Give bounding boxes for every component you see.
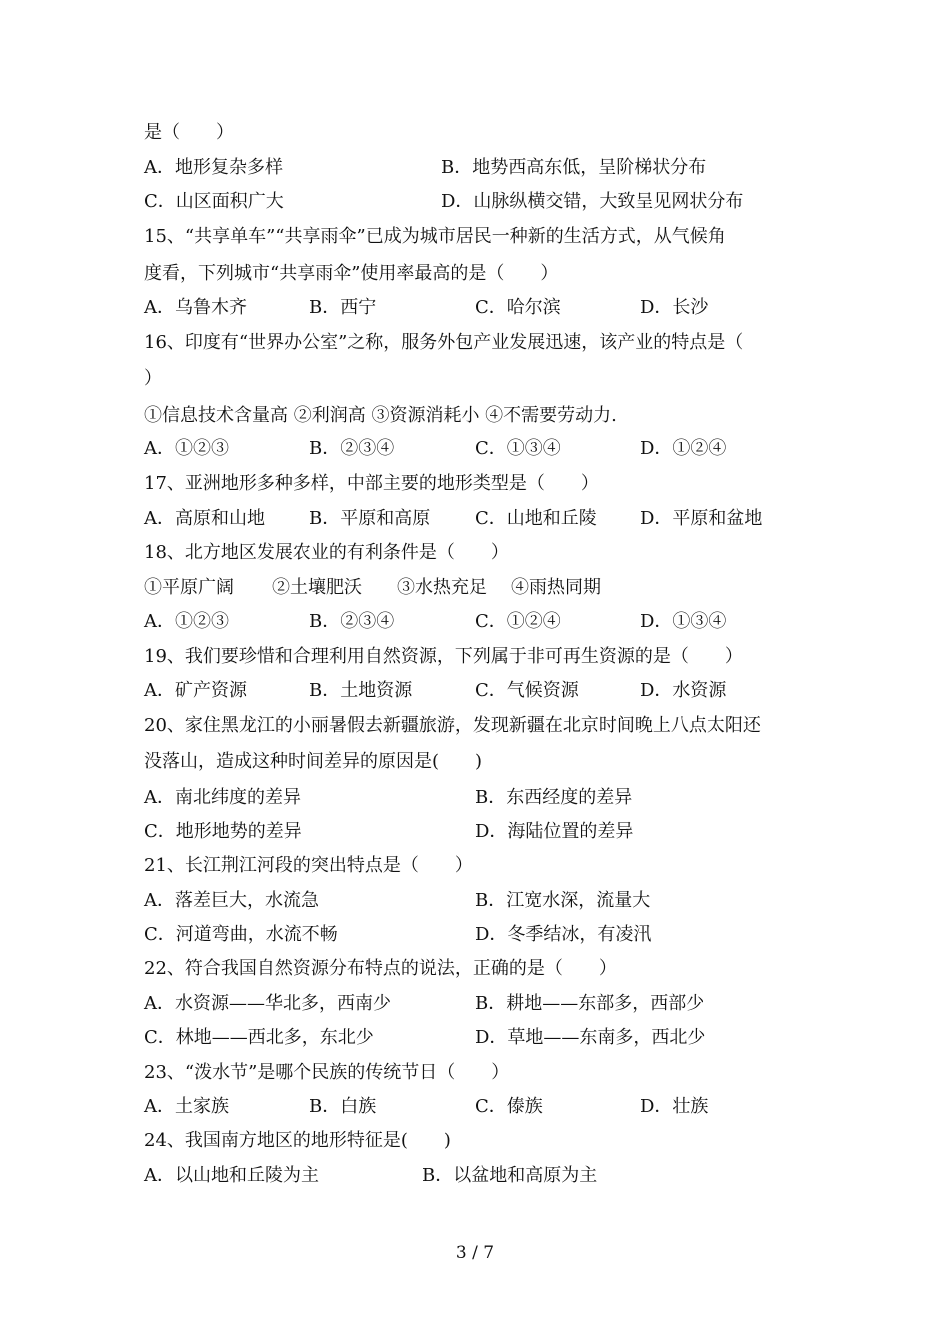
- q20-option-a: A．南北纬度的差异: [144, 787, 301, 808]
- q21-option-d: D．冬季结冰，有凌汛: [475, 924, 652, 945]
- q19-option-b: B．土地资源: [309, 680, 413, 701]
- q23-stem: 23、“泼水节”是哪个民族的传统节日（ ）: [144, 1062, 510, 1083]
- q18-option-b: B．②③④: [309, 611, 395, 632]
- q20-stem-line-2: 没落山，造成这种时间差异的原因是( ): [144, 751, 483, 772]
- q18-stem: 18、北方地区发展农业的有利条件是（ ）: [144, 542, 509, 563]
- q24-option-b: B．以盆地和高原为主: [422, 1165, 598, 1186]
- q23-option-b: B．白族: [309, 1096, 377, 1117]
- q17-option-d: D．平原和盆地: [640, 508, 763, 529]
- q19-option-d: D．水资源: [640, 680, 727, 701]
- q15-stem-line-2: 度看，下列城市“共享雨伞”使用率最高的是（ ）: [144, 263, 559, 284]
- q17-option-a: A．高原和山地: [144, 508, 265, 529]
- q20-option-c: C．地形地势的差异: [144, 821, 302, 842]
- q16-stem-line-2: ）: [144, 368, 162, 389]
- q16-option-d: D．①②④: [640, 438, 727, 459]
- q23-option-c: C．傣族: [475, 1096, 543, 1117]
- q14-stem-tail: 是（ ）: [144, 122, 234, 143]
- q16-option-a: A．①②③: [144, 438, 229, 459]
- q20-option-b: B．东西经度的差异: [475, 787, 633, 808]
- q14-option-d: D．山脉纵横交错，大致呈见网状分布: [441, 191, 744, 212]
- q15-option-d: D．长沙: [640, 297, 709, 318]
- page-number: 3 / 7: [455, 1243, 495, 1263]
- q24-option-a: A．以山地和丘陵为主: [144, 1165, 319, 1186]
- q18-item-4: ④雨热同期: [511, 577, 601, 598]
- q21-option-c: C．河道弯曲，水流不畅: [144, 924, 338, 945]
- q18-item-3: ③水热充足: [397, 577, 487, 598]
- q16-stem-line-1: 16、印度有“世界办公室”之称，服务外包产业发展迅速，该产业的特点是（: [144, 332, 744, 353]
- q18-item-2: ②土壤肥沃: [272, 577, 362, 598]
- q22-stem: 22、符合我国自然资源分布特点的说法，正确的是（ ）: [144, 958, 617, 979]
- q15-option-c: C．哈尔滨: [475, 297, 561, 318]
- q14-option-a: A．地形复杂多样: [144, 157, 283, 178]
- q15-option-a: A．乌鲁木齐: [144, 297, 247, 318]
- q21-stem: 21、长江荆江河段的突出特点是（ ）: [144, 855, 473, 876]
- q16-option-c: C．①③④: [475, 438, 561, 459]
- q15-option-b: B．西宁: [309, 297, 377, 318]
- q20-stem-line-1: 20、家住黑龙江的小丽暑假去新疆旅游，发现新疆在北京时间晚上八点太阳还: [144, 715, 761, 736]
- q22-option-b: B．耕地——东部多，西部少: [475, 993, 705, 1014]
- q22-option-c: C．林地——西北多，东北少: [144, 1027, 374, 1048]
- q14-option-b: B．地势西高东低，呈阶梯状分布: [441, 157, 707, 178]
- q16-items: ①信息技术含量高 ②利润高 ③资源消耗小 ④不需要劳动力.: [144, 405, 617, 426]
- q22-option-a: A．水资源——华北多，西南少: [144, 993, 391, 1014]
- q17-option-b: B．平原和高原: [309, 508, 431, 529]
- q21-option-a: A．落差巨大，水流急: [144, 890, 319, 911]
- q19-option-c: C．气候资源: [475, 680, 579, 701]
- q16-option-b: B．②③④: [309, 438, 395, 459]
- q22-option-d: D．草地——东南多，西北少: [475, 1027, 706, 1048]
- q23-option-d: D．壮族: [640, 1096, 709, 1117]
- q15-stem-line-1: 15、“共享单车”“共享雨伞”已成为城市居民一种新的生活方式，从气候角: [144, 226, 726, 247]
- q21-option-b: B．江宽水深，流量大: [475, 890, 651, 911]
- q18-option-a: A．①②③: [144, 611, 229, 632]
- q18-option-d: D．①③④: [640, 611, 727, 632]
- q18-item-1: ①平原广阔: [144, 577, 234, 598]
- q19-stem: 19、我们要珍惜和合理利用自然资源，下列属于非可再生资源的是（ ）: [144, 646, 743, 667]
- q20-option-d: D．海陆位置的差异: [475, 821, 634, 842]
- q17-option-c: C．山地和丘陵: [475, 508, 597, 529]
- q23-option-a: A．土家族: [144, 1096, 229, 1117]
- q17-stem: 17、亚洲地形多种多样，中部主要的地形类型是（ ）: [144, 473, 599, 494]
- q19-option-a: A．矿产资源: [144, 680, 247, 701]
- q14-option-c: C．山区面积广大: [144, 191, 284, 212]
- q18-option-c: C．①②④: [475, 611, 561, 632]
- q24-stem: 24、我国南方地区的地形特征是( ): [144, 1130, 451, 1151]
